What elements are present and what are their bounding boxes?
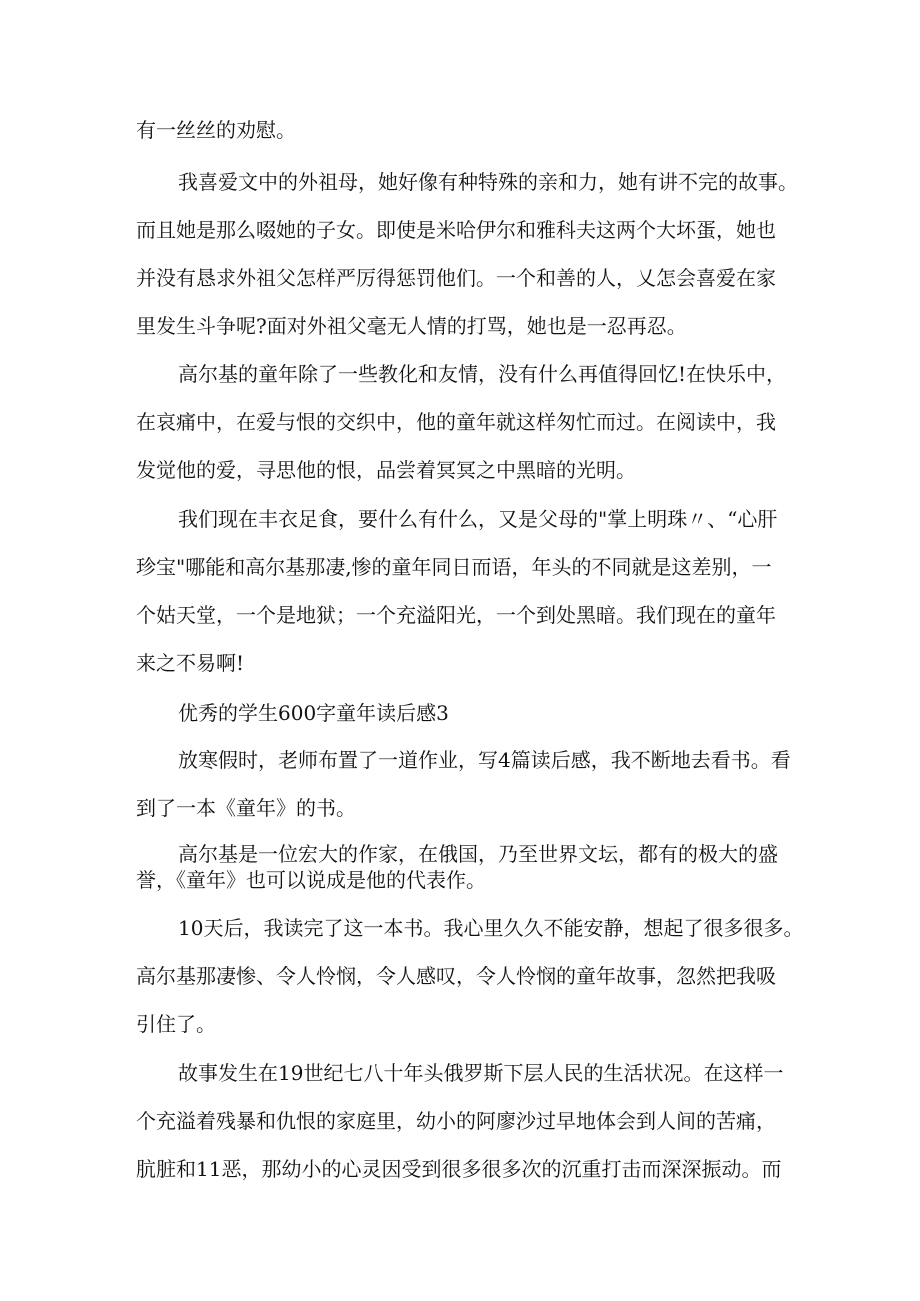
text-line: 高尔基的童年除了一些教化和友情，没有什么再值得回忆!在快乐中，	[178, 362, 787, 386]
text-line: 肮脏和11恶，那幼小的心灵因受到很多很多次的沉重打击而深深振动。而	[136, 1157, 782, 1181]
text-line: 10天后，我读完了这一本书。我心里久久不能安静，想起了很多很多。	[178, 916, 804, 940]
text-line: 个充溢着残暴和仇恨的家庭里，幼小的阿廖沙过早地体会到人间的苦痛，	[136, 1109, 776, 1133]
text-line: 并没有恳求外祖父怎样严厉得惩罚他们。一个和善的人，乂怎会喜爱在家	[136, 266, 776, 290]
text-line: 引住了。	[136, 1012, 216, 1036]
text-line: 珍宝"哪能和高尔基那凄,惨的童年同日而语，年头的不同就是这差别，一	[136, 555, 772, 579]
text-line: 到了一本《童年》的书。	[136, 796, 356, 820]
text-line: 高尔基是一位宏大的作家，在俄国，乃至世界文坛，都有的极大的盛	[178, 842, 778, 866]
text-line: 里发生斗争呢?面对外祖父毫无人情的打骂，她也是一忍再忍。	[136, 314, 687, 338]
text-line: 个姑天堂，一个是地狱；一个充溢阳光，一个到处黑暗。我们现在的童年	[136, 603, 776, 627]
text-line: 故事发生在19世纪七八十年头俄罗斯下层人民的生活状况。在这样一	[178, 1061, 784, 1085]
text-line: 我喜爱文中的外祖母，她好像有种特殊的亲和力，她有讲不完的故事。	[178, 170, 798, 194]
text-line: 在哀痛中，在爱与恨的交织中，他的童年就这样匆忙而过。在阅读中，我	[136, 410, 776, 434]
text-line: 放寒假时，老师布置了一道作业，写4篇读后感，我不断地去看书。看	[178, 748, 791, 772]
text-line: 高尔基那凄惨、令人怜悯，令人感叹，令人怜悯的童年故事，忽然把我吸	[136, 964, 776, 988]
section-heading: 优秀的学生600字童年读后感3	[178, 701, 449, 725]
text-line: 来之不易啊!	[136, 651, 245, 675]
text-line: 而且她是那么啜她的子女。即使是米哈伊尔和雅科夫这两个大坏蛋，她也	[136, 218, 776, 242]
text-line: 誉，《童年》也可以说成是他的代表作。	[136, 868, 486, 892]
text-line: 我们现在丰衣足食，要什么有什么，又是父母的"掌上明珠〃、“心肝	[178, 507, 778, 531]
text-line: 发觉他的爱，寻思他的恨，品尝着冥冥之中黑暗的光明。	[136, 458, 636, 482]
text-line: 有一丝丝的劝慰。	[136, 118, 296, 142]
